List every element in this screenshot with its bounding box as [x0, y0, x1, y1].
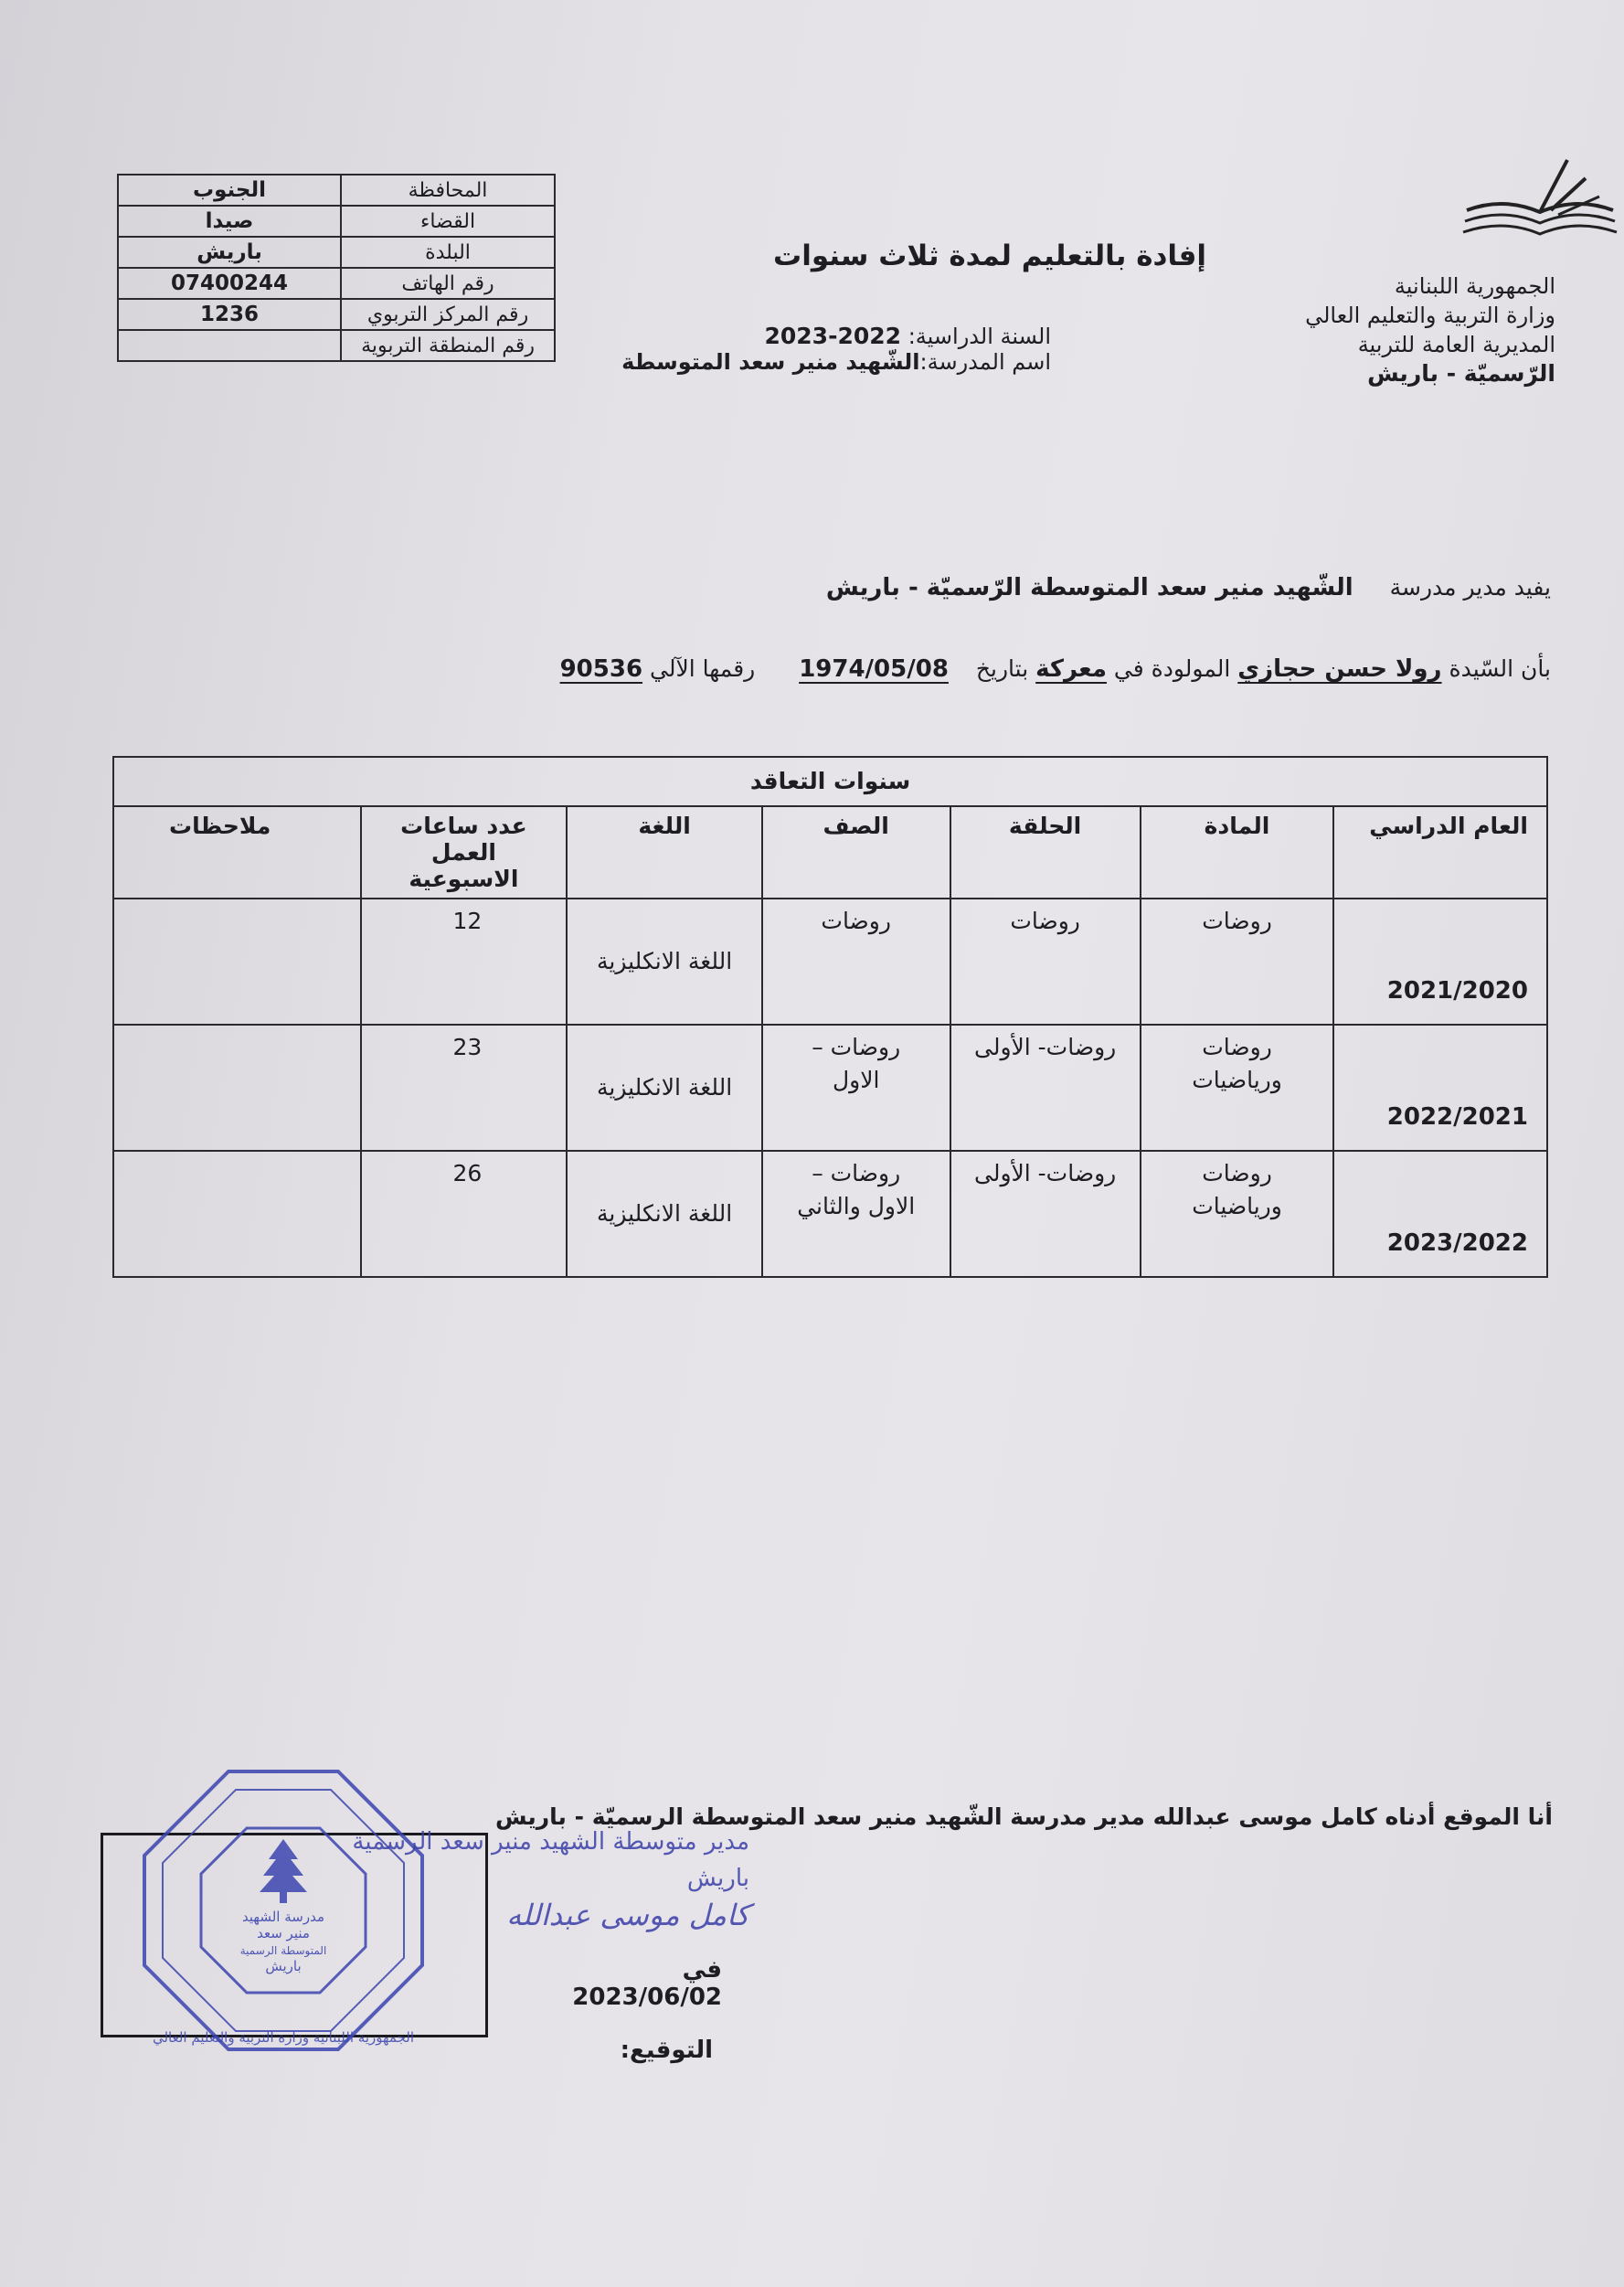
header-subject: المادة	[1141, 806, 1334, 899]
handwritten-annotation	[352, 1824, 749, 1933]
info-value: الجنوب	[118, 175, 341, 206]
school-name-line	[621, 349, 1051, 375]
line1-school: الشّهيد منير سعد المتوسطة الرّسميّة - باريش	[825, 574, 1353, 601]
info-row	[118, 330, 555, 361]
header-year: العام الدراسي	[1333, 806, 1547, 899]
cell-subject	[1141, 899, 1334, 1025]
statement-line-1	[546, 574, 1551, 601]
school-stamp-icon	[137, 1764, 430, 2057]
date-label: بتاريخ	[975, 655, 1029, 682]
info-row	[118, 237, 555, 268]
line1-prefix: يفيد مدير مدرسة	[1389, 574, 1551, 601]
date-prefix: في	[682, 1956, 722, 1984]
header-hours-line1: عدد ساعات	[400, 813, 527, 839]
cell-language: اللغة الانكليزية	[567, 1025, 762, 1151]
declaration-line: أنا الموقع أدناه كامل موسى عبدالله مدير مدرسة الشّهيد منير سعد المتوسطة الرسميّة - باريش	[495, 1803, 1553, 1830]
header-hours	[361, 806, 568, 899]
info-value: صيدا	[118, 206, 341, 237]
cell-cycle: روضات	[950, 899, 1141, 1025]
cell-subject-line2: ورياضيات	[1192, 1193, 1282, 1219]
info-label: المحافظة	[341, 175, 555, 206]
info-label: رقم الهاتف	[341, 268, 555, 299]
ministry-line-2: وزارة التربية والتعليم العالي	[1305, 303, 1555, 328]
info-label: رقم المركز التربوي	[341, 299, 555, 330]
cell-class	[762, 1151, 950, 1277]
stamp-line-4: باريش	[265, 1958, 302, 1974]
header-notes: ملاحظات	[113, 806, 361, 899]
cell-notes	[113, 1151, 361, 1277]
cell-subject-line2: ورياضيات	[1192, 1067, 1282, 1093]
cell-notes	[113, 899, 361, 1025]
cell-class	[762, 1025, 950, 1151]
header-hours-line2: العمل الاسبوعية	[409, 839, 519, 892]
cell-cycle: روضات- الأولى	[950, 1151, 1141, 1277]
header-class: الصف	[762, 806, 950, 899]
info-label: القضاء	[341, 206, 555, 237]
cell-hours: 26	[361, 1151, 568, 1277]
hand-line-3: كامل موسى عبدالله	[506, 1898, 749, 1932]
ministry-header	[1080, 271, 1555, 388]
cell-class-line1: روضات –	[812, 1034, 901, 1060]
info-label: البلدة	[341, 237, 555, 268]
info-value: باريش	[118, 237, 341, 268]
line2-prefix: بأن السّيدة	[1449, 655, 1551, 682]
cell-class-line2: الاول	[832, 1067, 880, 1093]
hand-line-1: مدير متوسطة الشهيد منير سعد الرسمية	[352, 1828, 749, 1856]
hand-line-2: باريش	[686, 1865, 749, 1892]
info-value: 07400244	[118, 268, 341, 299]
school-value: الشّهيد منير سعد المتوسطة	[621, 349, 920, 375]
info-label: رقم المنطقة التربوية	[341, 330, 555, 361]
cell-class	[762, 899, 950, 1025]
stamp-line-1: مدرسة الشهيد	[242, 1909, 324, 1925]
header-language: اللغة	[567, 806, 762, 899]
cell-subject-line1: روضات	[1202, 1034, 1272, 1060]
cell-class-line1: روضات –	[812, 1160, 901, 1186]
cell-year: 2023/2022	[1333, 1151, 1547, 1277]
stamp-line-2: منير سعد	[257, 1925, 310, 1941]
ministry-line-3: المديرية العامة للتربية	[1357, 332, 1555, 357]
cell-hours: 12	[361, 899, 568, 1025]
stamp-ring-text: الجمهورية اللبنانية وزارة التربية والتعليم العالي	[152, 2029, 415, 2046]
table-header-row	[113, 806, 1547, 899]
statement-line-2	[454, 655, 1551, 683]
document-title: إفادة بالتعليم لمدة ثلاث سنوات	[773, 239, 1206, 272]
academic-year	[640, 323, 1051, 349]
table-row	[113, 1151, 1547, 1277]
info-row	[118, 299, 555, 330]
table-caption: سنوات التعاقد	[113, 757, 1547, 806]
year-value: 2022-2023	[764, 323, 902, 349]
cell-language: اللغة الانكليزية	[567, 1151, 762, 1277]
cell-year: 2022/2021	[1333, 1025, 1547, 1151]
table-row	[113, 1025, 1547, 1151]
person-name: رولا حسن حجازي	[1237, 655, 1442, 683]
cell-class-line2: الاول والثاني	[797, 1193, 916, 1219]
info-value: 1236	[118, 299, 341, 330]
ministry-line-1: الجمهورية اللبنانية	[1394, 273, 1555, 299]
school-short: الرّسميّة - باريش	[1367, 360, 1555, 387]
ministry-logo-icon	[1449, 146, 1624, 265]
cell-subject	[1141, 1151, 1334, 1277]
info-row	[118, 268, 555, 299]
cell-class-line1: روضات	[821, 908, 891, 934]
school-label: اسم المدرسة:	[919, 349, 1051, 375]
cell-notes	[113, 1025, 361, 1151]
info-row	[118, 175, 555, 206]
info-row	[118, 206, 555, 237]
info-table	[117, 174, 556, 362]
date-line	[521, 1956, 722, 2011]
stamp-line-3: المتوسطة الرسمية	[239, 1944, 327, 1957]
table-row	[113, 899, 1547, 1025]
cell-language: اللغة الانكليزية	[567, 899, 762, 1025]
date-value: 2023/06/02	[572, 1984, 722, 2011]
number-value: 90536	[559, 655, 643, 683]
born-label: المولودة في	[1113, 655, 1231, 682]
cell-hours: 23	[361, 1025, 568, 1151]
year-label: السنة الدراسية:	[908, 324, 1051, 349]
birth-place: معركة	[1035, 655, 1107, 683]
cell-subject-line1: روضات	[1202, 1160, 1272, 1186]
signature-label: التوقيع:	[620, 2037, 713, 2064]
cell-subject	[1141, 1025, 1334, 1151]
info-value	[118, 330, 341, 361]
cell-subject-line1: روضات	[1202, 908, 1272, 934]
contract-years-table	[112, 756, 1548, 1278]
header-cycle: الحلقة	[950, 806, 1141, 899]
birth-date: 1974/05/08	[799, 655, 949, 683]
cell-year: 2021/2020	[1333, 899, 1547, 1025]
cell-cycle: روضات- الأولى	[950, 1025, 1141, 1151]
number-label: رقمها الآلي	[650, 655, 756, 682]
